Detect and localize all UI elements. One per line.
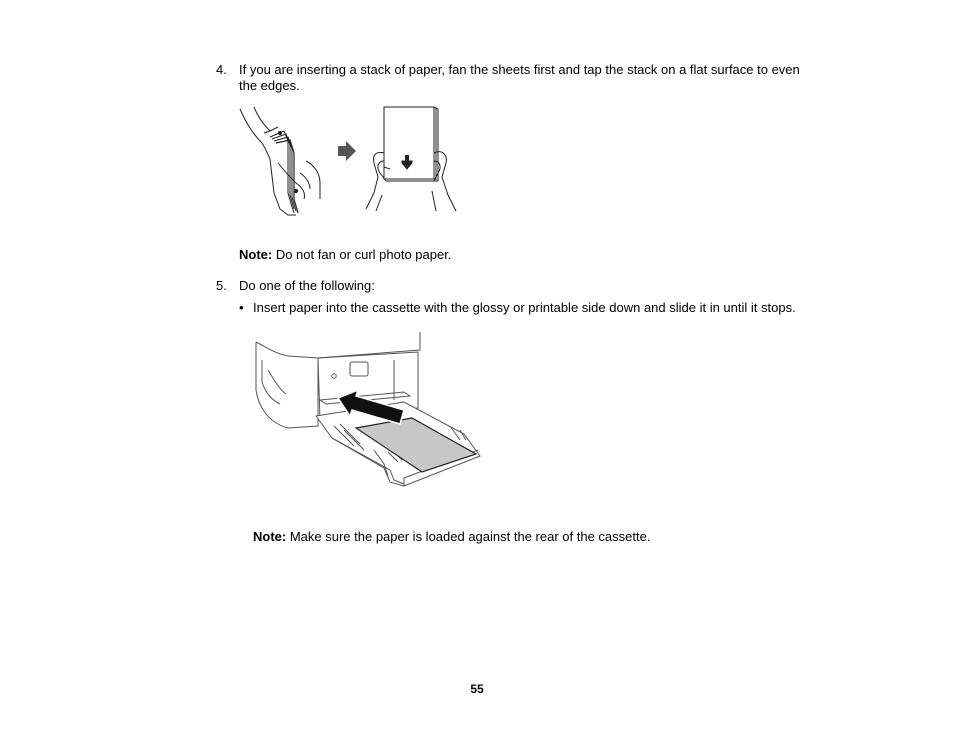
printer-cassette-illustration [254,330,484,492]
note-text: Do not fan or curl photo paper. [272,247,452,262]
fanning-hand-figure [240,107,320,215]
step-4-text-line2: the edges. [239,78,300,93]
step-5-text: Do one of the following: [239,278,375,293]
step-4-text-line1: If you are inserting a stack of paper, fan the sheets first and tap the stack on a flat surface to even [239,62,800,77]
bullet-text: Insert paper into the cassette with the glossy or printable side down and slide it in until it stops. [253,300,796,315]
step-5-number: 5. [216,278,227,293]
note-label: Note: [239,247,273,262]
note-do-not-fan [239,247,451,263]
arrow-right-icon [338,141,356,161]
note-label: Note: [253,529,287,544]
tapping-hands-figure [366,107,456,211]
fan-paper-illustration [236,103,458,217]
step-4-number: 4. [216,62,227,77]
note-cassette-rear [253,529,650,545]
note-text: Make sure the paper is loaded against the rear of the cassette. [286,529,651,544]
page-number: 55 [470,682,484,696]
bullet-marker: • [239,300,244,315]
